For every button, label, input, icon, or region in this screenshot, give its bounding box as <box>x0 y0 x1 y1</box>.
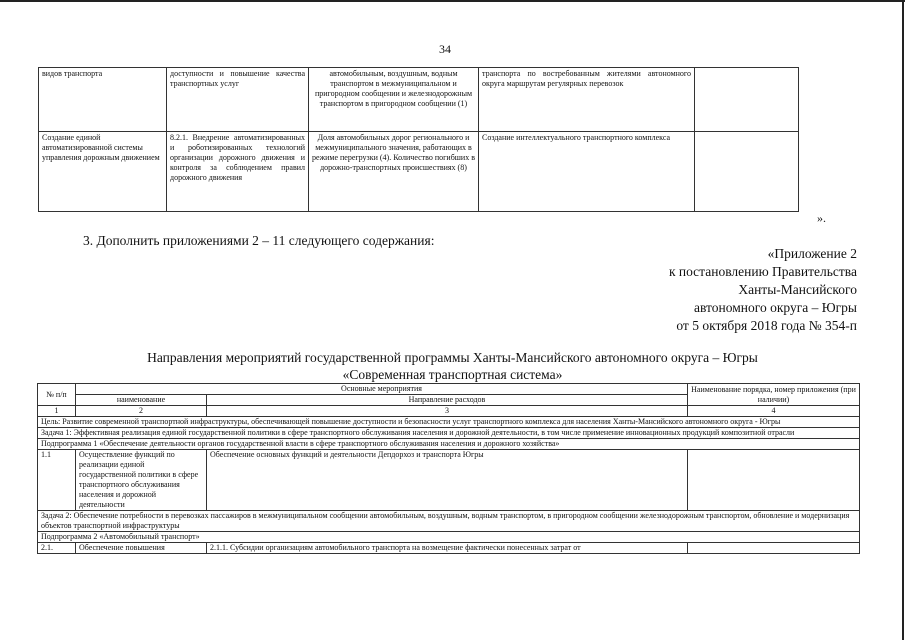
task-cell: Задача 1: Эффективная реализация единой государственной политики в сфере транспортного обслуживания населения и дорожной деятельности, в том числе применение инновационных продукций композитной отрасли <box>38 428 860 439</box>
header-direction: Направление расходов <box>207 395 688 406</box>
appendix-line: автономного округа – Югры <box>694 300 857 315</box>
page-right-edge <box>902 0 904 640</box>
activity-name: Осуществление функций по реализации единой государственной политики в сфере транспортного обслуживания населения и дорожной деятельности <box>76 450 207 511</box>
table-row <box>38 543 860 554</box>
table-cell <box>695 132 799 212</box>
page-top-edge <box>0 0 905 2</box>
appendix-line: к постановлению Правительства <box>668 264 857 279</box>
column-number-row <box>38 406 860 417</box>
continued-program-table <box>38 67 799 212</box>
document-title <box>0 349 905 383</box>
order-name <box>688 450 860 511</box>
column-number: 2 <box>76 406 207 417</box>
table-header-row <box>38 384 860 395</box>
table-cell <box>695 68 799 132</box>
task-cell: Задача 2: Обеспечение потребности в перевозках пассажиров в межмуниципальном сообщении автомобильным, воздушным, водным транспортом, в пригородном сообщении железнодорожным транспортом, обновление и модернизация объектов транспортной инфраструктуры <box>38 511 860 532</box>
program-activities-table <box>37 383 860 554</box>
table-cell: Создание единой автоматизированной системы управления дорожным движением <box>39 132 167 212</box>
appendix-line: «Приложение 2 <box>767 246 857 261</box>
order-name <box>688 543 860 554</box>
table-row <box>38 511 860 532</box>
activity-name: Обеспечение повышения <box>76 543 207 554</box>
table-row <box>38 428 860 439</box>
appendix-line: Ханты-Мансийского <box>738 282 857 297</box>
header-number: № п/п <box>38 384 76 406</box>
table-cell: Создание интеллектуального транспортного комплекса <box>479 132 695 212</box>
amendment-item-3: 3. Дополнить приложениями 2 – 11 следующего содержания: <box>83 233 435 248</box>
header-name: наименование <box>76 395 207 406</box>
closing-quote: ». <box>817 211 826 225</box>
expense-direction: 2.1.1. Субсидии организациям автомобильного транспорта на возмещение фактически понесенных затрат от <box>207 543 688 554</box>
table-row <box>38 450 860 511</box>
page-number: 34 <box>439 42 451 56</box>
title-line: «Современная транспортная система» <box>342 367 563 382</box>
appendix-header <box>669 245 857 335</box>
column-number: 1 <box>38 406 76 417</box>
subprogram-cell: Подпрограмма 2 «Автомобильный транспорт» <box>38 532 860 543</box>
column-number: 3 <box>207 406 688 417</box>
row-number: 2.1. <box>38 543 76 554</box>
appendix-line: от 5 октября 2018 года № 354-п <box>676 318 857 333</box>
header-main-activities: Основные мероприятия <box>76 384 688 395</box>
table-row <box>39 68 799 132</box>
subprogram-cell: Подпрограмма 1 «Обеспечение деятельности органов государственной власти в сфере транспортного обслуживания населения и дорожного хозяйства» <box>38 439 860 450</box>
table-cell: доступности и повышение качества транспортных услуг <box>167 68 309 132</box>
table-cell: автомобильным, воздушным, водным транспортом в межмуниципальном и пригородном сообщении и железнодорожным транспортом в пригородном сообщении (1) <box>309 68 479 132</box>
goal-cell: Цель: Развитие современной транспортной инфраструктуры, обеспечивающей повышение доступности и безопасности услуг транспортного комплекса для населения Ханты-Мансийского автономного округа - Югры <box>38 417 860 428</box>
table-cell: видов транспорта <box>39 68 167 132</box>
row-number: 1.1 <box>38 450 76 511</box>
title-line: Направления мероприятий государственной программы Ханты-Мансийского автономного округа – Югры <box>147 350 758 365</box>
table-row <box>39 132 799 212</box>
table-cell: Доля автомобильных дорог регионального и межмуниципального значения, работающих в режиме перегрузки (4). Количество погибших в дорожно-транспортных происшествиях (8) <box>309 132 479 212</box>
table-row <box>38 417 860 428</box>
table-cell: транспорта по востребованным жителями автономного округа маршрутам регулярных перевозок <box>479 68 695 132</box>
column-number: 4 <box>688 406 860 417</box>
table-row <box>38 532 860 543</box>
table-cell: 8.2.1. Внедрение автоматизированных и роботизированных технологий организации дорожного движения и контроля за соблюдением правил дорожного движения <box>167 132 309 212</box>
header-order: Наименование порядка, номер приложения (при наличии) <box>688 384 860 406</box>
expense-direction: Обеспечение основных функций и деятельности Депдорхоз и транспорта Югры <box>207 450 688 511</box>
table-row <box>38 439 860 450</box>
